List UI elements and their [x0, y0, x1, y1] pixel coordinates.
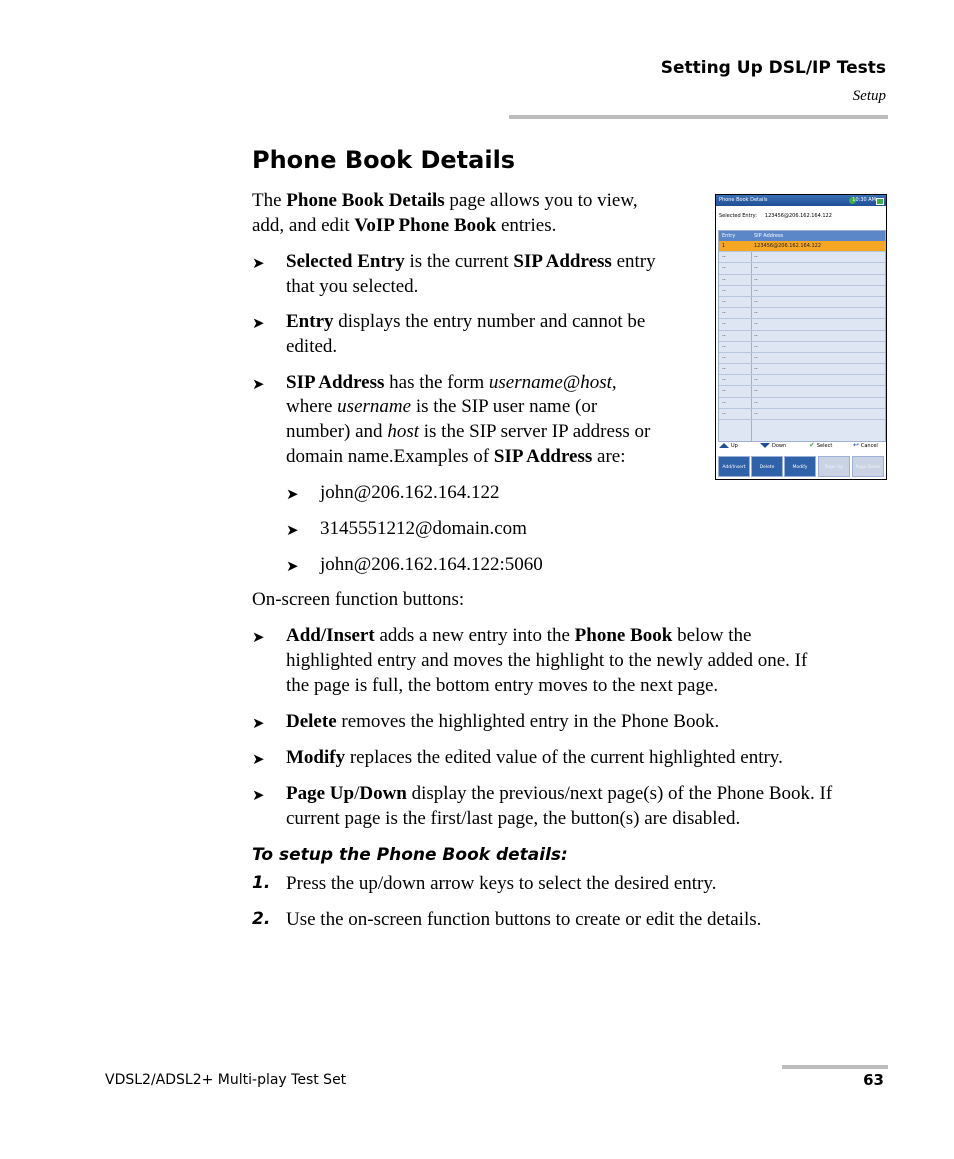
entry-cell: --: [722, 399, 726, 406]
bullet-icon: ➤: [286, 523, 299, 539]
bullet-entry-line-1: Entry displays the entry number and cannot be: [286, 311, 646, 332]
device-screenshot: [715, 194, 887, 480]
bullet-icon: ➤: [286, 559, 299, 575]
device-nav-bar: [716, 441, 886, 453]
bullet-sip-line-1: SIP Address has the form username@host,: [286, 372, 617, 393]
intro-line-2: add, and edit VoIP Phone Book entries.: [252, 215, 557, 236]
entry-cell: --: [722, 276, 726, 283]
entry-cell: --: [722, 298, 726, 305]
bullet-entry-line-2: edited.: [286, 336, 338, 357]
sip-cell: --: [754, 265, 758, 272]
bullet-page-line-2: current page is the first/last page, the button(s) are disabled.: [286, 808, 741, 829]
bullet-icon: ➤: [252, 716, 265, 732]
bullet-delete: Delete removes the highlighted entry in the Phone Book.: [286, 711, 720, 732]
bullet-sip-line-3: number) and host is the SIP server IP address or: [286, 421, 651, 442]
modify-button[interactable]: Modify: [784, 456, 816, 477]
header-rule: [509, 115, 888, 119]
sip-cell: --: [754, 287, 758, 294]
table-header: [719, 231, 885, 241]
sip-cell: --: [754, 366, 758, 373]
entry-cell: --: [722, 310, 726, 317]
entry-cell: 1: [722, 243, 726, 249]
entry-cell: --: [722, 388, 726, 395]
intro-line-1: The Phone Book Details page allows you to view,: [252, 190, 638, 211]
nav-select[interactable]: ✔ Select: [809, 441, 833, 449]
back-icon: ↩: [853, 441, 859, 449]
table-row[interactable]: [719, 319, 885, 330]
sip-cell: --: [754, 343, 758, 350]
example-2: 3145551212@domain.com: [320, 518, 527, 539]
entry-cell: --: [722, 343, 726, 350]
bullet-icon: ➤: [252, 316, 265, 332]
running-header-title: Setting Up DSL/IP Tests: [660, 58, 886, 78]
step-text: Press the up/down arrow keys to select the desired entry.: [286, 873, 717, 894]
sip-cell: --: [754, 410, 758, 417]
entry-cell: --: [722, 332, 726, 339]
sip-cell: --: [754, 332, 758, 339]
bullet-page-line-1: Page Up/Down display the previous/next page(s) of the Phone Book. If: [286, 783, 833, 804]
bullet-sip-line-4: domain name.Examples of SIP Address are:: [286, 446, 626, 467]
step-text: Use the on-screen function buttons to create or edit the details.: [286, 909, 762, 930]
table-row[interactable]: [719, 297, 885, 308]
sip-cell: --: [754, 321, 758, 328]
table-row[interactable]: [719, 375, 885, 386]
table-row[interactable]: [719, 308, 885, 319]
example-3: john@206.162.164.122:5060: [320, 554, 543, 575]
table-row[interactable]: [719, 353, 885, 364]
bullet-add-line-3: the page is full, the bottom entry moves to the next page.: [286, 675, 719, 696]
sip-cell: --: [754, 399, 758, 406]
bullet-add-line-2: highlighted entry and moves the highlight to the newly added one. If: [286, 650, 808, 671]
step-number: 1.: [252, 873, 271, 893]
step-number: 2.: [252, 909, 271, 929]
table-row[interactable]: [719, 252, 885, 263]
bullet-icon: ➤: [252, 752, 265, 768]
sip-cell: --: [754, 298, 758, 305]
sip-cell: --: [754, 276, 758, 283]
device-function-buttons: [716, 454, 886, 479]
page-down-button[interactable]: Page Down: [852, 456, 884, 477]
arrow-up-icon: [719, 443, 729, 448]
footer-product-name: VDSL2/ADSL2+ Multi-play Test Set: [105, 1072, 347, 1088]
device-title-bar: [716, 195, 886, 206]
selected-entry-label: Selected Entry:: [719, 213, 757, 219]
running-header-subtitle: Setup: [852, 88, 886, 104]
sip-cell: --: [754, 354, 758, 361]
nav-down[interactable]: Down: [760, 443, 786, 449]
selected-entry-row: [716, 206, 886, 226]
add-insert-button[interactable]: Add/Insert: [718, 456, 750, 477]
sip-cell: --: [754, 310, 758, 317]
col-sip-header: SIP Address: [754, 233, 784, 239]
table-row[interactable]: [719, 241, 885, 252]
entry-cell: --: [722, 366, 726, 373]
col-entry-header: Entry: [722, 233, 736, 239]
onscreen-buttons-label: On-screen function buttons:: [252, 589, 465, 610]
entry-cell: --: [722, 377, 726, 384]
table-row[interactable]: [719, 364, 885, 375]
entry-cell: --: [722, 354, 726, 361]
entry-cell: --: [722, 321, 726, 328]
table-row[interactable]: [719, 398, 885, 409]
bullet-icon: ➤: [252, 788, 265, 804]
footer-rule: [782, 1065, 888, 1069]
example-1: john@206.162.164.122: [320, 482, 500, 503]
bullet-selected-entry-line-2: that you selected.: [286, 276, 419, 297]
table-row[interactable]: [719, 386, 885, 397]
bullet-modify: Modify replaces the edited value of the current highlighted entry.: [286, 747, 783, 768]
bullet-add-line-1: Add/Insert adds a new entry into the Phone Book below the: [286, 625, 752, 646]
phone-book-table: [718, 230, 886, 442]
bullet-icon: ➤: [252, 256, 265, 272]
selected-entry-value: 123456@206.162.164.122: [764, 213, 832, 219]
nav-up[interactable]: Up: [719, 443, 738, 449]
sip-cell: --: [754, 388, 758, 395]
check-icon: ✔: [809, 441, 815, 449]
table-row[interactable]: [719, 342, 885, 353]
entry-cell: --: [722, 254, 726, 261]
bullet-icon: ➤: [286, 487, 299, 503]
table-row[interactable]: [719, 409, 885, 420]
section-heading: Phone Book Details: [252, 146, 516, 174]
entry-cell: --: [722, 410, 726, 417]
sip-cell: 123456@206.162.164.122: [754, 243, 822, 249]
page-up-button[interactable]: Page Up: [818, 456, 850, 477]
device-time: 10:30 AM: [852, 197, 876, 203]
sip-cell: --: [754, 377, 758, 384]
delete-button[interactable]: Delete: [751, 456, 783, 477]
sip-cell: --: [754, 254, 758, 261]
bullet-sip-line-2: where username is the SIP user name (or: [286, 396, 598, 417]
table-row[interactable]: [719, 286, 885, 297]
nav-cancel[interactable]: ↩ Cancel: [853, 441, 878, 449]
battery-icon: [876, 198, 884, 205]
table-row[interactable]: [719, 275, 885, 286]
bullet-selected-entry-line-1: Selected Entry is the current SIP Address entry: [286, 251, 656, 272]
table-row[interactable]: [719, 331, 885, 342]
procedure-title: To setup the Phone Book details:: [252, 845, 568, 865]
bullet-icon: ➤: [252, 630, 265, 646]
entry-cell: --: [722, 287, 726, 294]
bullet-icon: ➤: [252, 377, 265, 393]
arrow-down-icon: [760, 443, 770, 448]
entry-cell: --: [722, 265, 726, 272]
device-title: Phone Book Details: [719, 197, 768, 203]
table-row[interactable]: [719, 263, 885, 274]
page-number: 63: [863, 1071, 884, 1089]
